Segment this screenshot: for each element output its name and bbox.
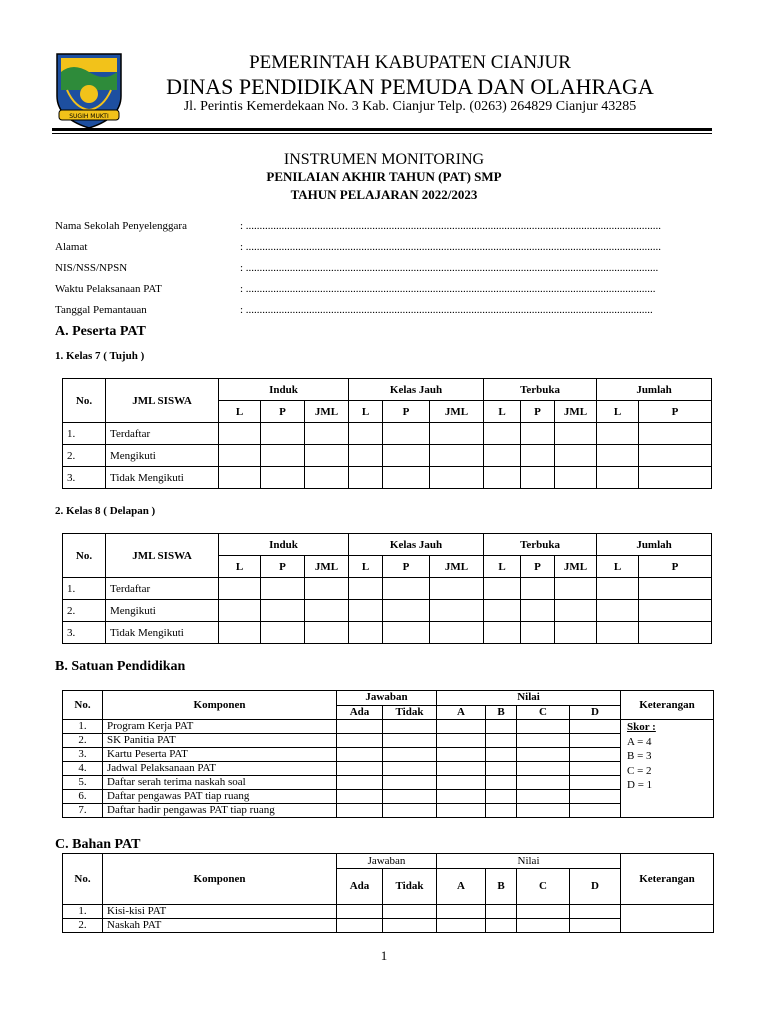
- table-row: [63, 445, 712, 467]
- input-cell[interactable]: [639, 445, 712, 467]
- row-no: 1.: [63, 578, 106, 600]
- row-no: 4.: [63, 762, 103, 776]
- col-p: P: [521, 556, 555, 578]
- input-cell[interactable]: [383, 790, 437, 804]
- input-cell[interactable]: [437, 905, 486, 919]
- input-cell[interactable]: [261, 445, 305, 467]
- input-cell[interactable]: [383, 776, 437, 790]
- input-cell[interactable]: [383, 423, 430, 445]
- input-cell[interactable]: [430, 578, 484, 600]
- skor-item: C = 2: [627, 764, 652, 777]
- col-p: P: [639, 401, 712, 423]
- col-l: L: [597, 401, 639, 423]
- input-cell[interactable]: [570, 919, 621, 933]
- col-jumlah: Jumlah: [597, 534, 712, 556]
- input-cell[interactable]: [639, 578, 712, 600]
- input-cell[interactable]: [486, 776, 517, 790]
- input-cell[interactable]: [437, 748, 486, 762]
- input-cell[interactable]: [219, 600, 261, 622]
- table-row: [63, 804, 714, 818]
- row-no: 3.: [63, 467, 106, 489]
- row-label: Mengikuti: [106, 445, 219, 467]
- col-induk: Induk: [219, 379, 349, 401]
- row-label: Tidak Mengikuti: [106, 467, 219, 489]
- row-label: SK Panitia PAT: [103, 734, 337, 748]
- input-cell[interactable]: [437, 919, 486, 933]
- row-no: 6.: [63, 790, 103, 804]
- input-cell[interactable]: [219, 622, 261, 644]
- col-l: L: [484, 401, 521, 423]
- input-cell[interactable]: [597, 423, 639, 445]
- skor-item: B = 3: [627, 750, 652, 762]
- input-cell[interactable]: [337, 748, 383, 762]
- row-label: Tidak Mengikuti: [106, 622, 219, 644]
- input-cell[interactable]: [484, 578, 521, 600]
- input-cell[interactable]: [484, 423, 521, 445]
- cianjur-logo: [53, 50, 125, 130]
- col-kelas-jauh: Kelas Jauh: [349, 534, 484, 556]
- col-induk: Induk: [219, 534, 349, 556]
- input-cell[interactable]: [349, 578, 383, 600]
- table-row: [63, 905, 714, 919]
- input-cell[interactable]: [486, 762, 517, 776]
- table-a1-label: 1. Kelas 7 ( Tujuh ): [55, 350, 145, 362]
- section-a-title: A. Peserta PAT: [55, 324, 146, 339]
- col-nilai: Nilai: [437, 854, 621, 869]
- col-tidak: Tidak: [383, 869, 437, 905]
- input-cell[interactable]: [383, 578, 430, 600]
- table-row: [63, 467, 712, 489]
- input-cell[interactable]: [486, 734, 517, 748]
- table-row: [63, 720, 714, 734]
- field-label: NIS/NSS/NPSN: [55, 262, 128, 274]
- input-cell[interactable]: [337, 734, 383, 748]
- field-value[interactable]: : .......................................................................................................................................................: [240, 241, 662, 253]
- input-cell[interactable]: [597, 622, 639, 644]
- section-c-title: C. Bahan PAT: [55, 837, 141, 852]
- row-no: 3.: [63, 748, 103, 762]
- input-cell[interactable]: [437, 776, 486, 790]
- col-p: P: [521, 401, 555, 423]
- input-cell[interactable]: [570, 790, 621, 804]
- col-tidak: Tidak: [383, 705, 437, 720]
- input-cell[interactable]: [570, 762, 621, 776]
- row-label: Terdaftar: [106, 578, 219, 600]
- input-cell[interactable]: [383, 919, 437, 933]
- page-number: 1: [380, 948, 388, 963]
- table-bahan-pat: [62, 853, 714, 933]
- col-jumlah: Jumlah: [597, 379, 712, 401]
- input-cell[interactable]: [219, 467, 261, 489]
- col-p: P: [639, 556, 712, 578]
- input-cell[interactable]: [517, 804, 570, 818]
- input-cell[interactable]: [486, 919, 517, 933]
- table-row: [63, 423, 712, 445]
- input-cell[interactable]: [337, 919, 383, 933]
- input-cell[interactable]: [521, 445, 555, 467]
- row-no: 2.: [63, 919, 103, 933]
- col-no: No.: [63, 854, 103, 905]
- input-cell[interactable]: [570, 748, 621, 762]
- keterangan-cell[interactable]: [621, 905, 714, 933]
- col-p: P: [383, 556, 430, 578]
- input-cell[interactable]: [555, 467, 597, 489]
- input-cell[interactable]: [305, 600, 349, 622]
- input-cell[interactable]: [349, 600, 383, 622]
- col-l: L: [219, 401, 261, 423]
- input-cell[interactable]: [555, 423, 597, 445]
- input-cell[interactable]: [639, 622, 712, 644]
- input-cell[interactable]: [219, 578, 261, 600]
- row-label: Mengikuti: [106, 600, 219, 622]
- input-cell[interactable]: [383, 762, 437, 776]
- input-cell[interactable]: [437, 762, 486, 776]
- svg-text:SUGIH MUKTI: SUGIH MUKTI: [69, 113, 109, 120]
- input-cell[interactable]: [597, 600, 639, 622]
- field-label: Tanggal Pemantauan: [55, 304, 147, 316]
- input-cell[interactable]: [383, 445, 430, 467]
- col-terbuka: Terbuka: [484, 534, 597, 556]
- input-cell[interactable]: [383, 720, 437, 734]
- row-label: Terdaftar: [106, 423, 219, 445]
- row-no: 3.: [63, 622, 106, 644]
- row-label: Daftar hadir pengawas PAT tiap ruang: [103, 804, 337, 818]
- input-cell[interactable]: [437, 790, 486, 804]
- col-keterangan: Keterangan: [621, 691, 714, 720]
- input-cell[interactable]: [219, 423, 261, 445]
- input-cell[interactable]: [383, 804, 437, 818]
- col-kelas-jauh: Kelas Jauh: [349, 379, 484, 401]
- row-no: 1.: [63, 423, 106, 445]
- input-cell[interactable]: [521, 578, 555, 600]
- input-cell[interactable]: [517, 776, 570, 790]
- row-no: 2.: [63, 734, 103, 748]
- field-label: Alamat: [55, 241, 88, 253]
- input-cell[interactable]: [337, 720, 383, 734]
- input-cell[interactable]: [430, 467, 484, 489]
- input-cell[interactable]: [383, 600, 430, 622]
- row-label: Jadwal Pelaksanaan PAT: [103, 762, 337, 776]
- field-value[interactable]: : ......................................................................................................................................................: [240, 262, 659, 274]
- col-no: No.: [63, 379, 106, 423]
- col-komponen: Komponen: [103, 691, 337, 720]
- input-cell[interactable]: [570, 905, 621, 919]
- table-row: [63, 762, 714, 776]
- input-cell[interactable]: [639, 600, 712, 622]
- col-l: L: [349, 556, 383, 578]
- input-cell[interactable]: [337, 776, 383, 790]
- input-cell[interactable]: [570, 804, 621, 818]
- input-cell[interactable]: [305, 467, 349, 489]
- input-cell[interactable]: [484, 622, 521, 644]
- input-cell[interactable]: [521, 423, 555, 445]
- col-jml: JML: [305, 556, 349, 578]
- col-p: P: [383, 401, 430, 423]
- input-cell[interactable]: [597, 467, 639, 489]
- input-cell[interactable]: [517, 905, 570, 919]
- col-p: P: [261, 556, 305, 578]
- col-komponen: Komponen: [103, 854, 337, 905]
- row-no: 1.: [63, 905, 103, 919]
- row-label: Program Kerja PAT: [103, 720, 337, 734]
- keterangan-cell: [621, 720, 714, 818]
- input-cell[interactable]: [517, 919, 570, 933]
- table-row: [63, 600, 712, 622]
- input-cell[interactable]: [639, 467, 712, 489]
- col-ada: Ada: [337, 705, 383, 720]
- skor-item: A = 4: [627, 735, 652, 748]
- input-cell[interactable]: [305, 423, 349, 445]
- doc-title: INSTRUMEN MONITORING: [283, 151, 485, 168]
- input-cell[interactable]: [484, 445, 521, 467]
- input-cell[interactable]: [349, 467, 383, 489]
- input-cell[interactable]: [597, 445, 639, 467]
- col-p: P: [261, 401, 305, 423]
- col-l: L: [219, 556, 261, 578]
- row-no: 5.: [63, 776, 103, 790]
- input-cell[interactable]: [337, 804, 383, 818]
- col-jawaban: Jawaban: [337, 691, 437, 706]
- input-cell[interactable]: [486, 720, 517, 734]
- table-row: [63, 734, 714, 748]
- input-cell[interactable]: [555, 578, 597, 600]
- col-d: D: [570, 705, 621, 720]
- col-jml: JML: [430, 401, 484, 423]
- row-no: 2.: [63, 445, 106, 467]
- col-l: L: [349, 401, 383, 423]
- input-cell[interactable]: [639, 423, 712, 445]
- field-value[interactable]: : .......................................................................................................................................................: [240, 220, 662, 232]
- row-no: 7.: [63, 804, 103, 818]
- col-b: B: [486, 869, 517, 905]
- input-cell[interactable]: [305, 578, 349, 600]
- table-row: [63, 776, 714, 790]
- input-cell[interactable]: [261, 578, 305, 600]
- header-department: DINAS PENDIDIKAN PEMUDA DAN OLAHRAGA: [166, 74, 654, 99]
- header-address: Jl. Perintis Kemerdekaan No. 3 Kab. Cianjur Telp. (0263) 264829 Cianjur 43285: [183, 99, 637, 114]
- skor-item: D = 1: [627, 779, 653, 791]
- input-cell[interactable]: [521, 600, 555, 622]
- field-label: Nama Sekolah Penyelenggara: [55, 220, 187, 232]
- skor-label: Skor :: [627, 721, 656, 733]
- field-value[interactable]: : .....................................................................................................................................................: [240, 283, 656, 295]
- input-cell[interactable]: [517, 748, 570, 762]
- input-cell[interactable]: [555, 600, 597, 622]
- header-rule-thick: [52, 128, 712, 131]
- input-cell[interactable]: [349, 445, 383, 467]
- field-label: Waktu Pelaksanaan PAT: [55, 283, 162, 295]
- input-cell[interactable]: [383, 622, 430, 644]
- input-cell[interactable]: [337, 905, 383, 919]
- input-cell[interactable]: [337, 762, 383, 776]
- input-cell[interactable]: [437, 804, 486, 818]
- col-a: A: [437, 869, 486, 905]
- col-no: No.: [63, 534, 106, 578]
- input-cell[interactable]: [261, 600, 305, 622]
- col-ada: Ada: [337, 869, 383, 905]
- input-cell[interactable]: [305, 445, 349, 467]
- doc-subtitle: PENILAIAN AKHIR TAHUN (PAT) SMP: [266, 169, 502, 184]
- input-cell[interactable]: [517, 734, 570, 748]
- input-cell[interactable]: [430, 423, 484, 445]
- row-label: Kartu Peserta PAT: [103, 748, 337, 762]
- input-cell[interactable]: [555, 622, 597, 644]
- col-jml: JML: [555, 556, 597, 578]
- table-row: [63, 919, 714, 933]
- field-value[interactable]: : ....................................................................................................................................................: [240, 304, 653, 316]
- col-c: C: [517, 705, 570, 720]
- input-cell[interactable]: [486, 790, 517, 804]
- input-cell[interactable]: [383, 748, 437, 762]
- input-cell[interactable]: [437, 720, 486, 734]
- table-row: [63, 790, 714, 804]
- col-jml-siswa: JML SISWA: [106, 379, 219, 423]
- col-d: D: [570, 869, 621, 905]
- input-cell[interactable]: [517, 762, 570, 776]
- row-label: Daftar pengawas PAT tiap ruang: [103, 790, 337, 804]
- col-jml-siswa: JML SISWA: [106, 534, 219, 578]
- col-jawaban: Jawaban: [337, 854, 437, 869]
- col-b: B: [486, 705, 517, 720]
- input-cell[interactable]: [570, 734, 621, 748]
- input-cell[interactable]: [486, 905, 517, 919]
- input-cell[interactable]: [517, 790, 570, 804]
- input-cell[interactable]: [383, 467, 430, 489]
- input-cell[interactable]: [484, 467, 521, 489]
- col-a: A: [437, 705, 486, 720]
- input-cell[interactable]: [337, 790, 383, 804]
- row-no: 1.: [63, 720, 103, 734]
- col-jml: JML: [555, 401, 597, 423]
- col-nilai: Nilai: [437, 691, 621, 706]
- input-cell[interactable]: [305, 622, 349, 644]
- input-cell[interactable]: [383, 734, 437, 748]
- table-row: [63, 578, 712, 600]
- input-cell[interactable]: [521, 622, 555, 644]
- table-row: [63, 748, 714, 762]
- row-no: 2.: [63, 600, 106, 622]
- header-rule-thin: [52, 133, 712, 134]
- col-terbuka: Terbuka: [484, 379, 597, 401]
- input-cell[interactable]: [261, 423, 305, 445]
- input-cell[interactable]: [597, 578, 639, 600]
- row-label: Daftar serah terima naskah soal: [103, 776, 337, 790]
- input-cell[interactable]: [430, 622, 484, 644]
- col-jml: JML: [430, 556, 484, 578]
- col-c: C: [517, 869, 570, 905]
- table-satuan-pendidikan: [62, 690, 714, 818]
- col-jml: JML: [305, 401, 349, 423]
- input-cell[interactable]: [383, 905, 437, 919]
- input-cell[interactable]: [486, 748, 517, 762]
- input-cell[interactable]: [261, 467, 305, 489]
- input-cell[interactable]: [570, 720, 621, 734]
- col-l: L: [597, 556, 639, 578]
- input-cell[interactable]: [437, 734, 486, 748]
- row-label: Naskah PAT: [103, 919, 337, 933]
- input-cell[interactable]: [349, 423, 383, 445]
- input-cell[interactable]: [484, 600, 521, 622]
- table-a2-label: 2. Kelas 8 ( Delapan ): [55, 505, 156, 517]
- input-cell[interactable]: [261, 622, 305, 644]
- col-no: No.: [63, 691, 103, 720]
- header-government: PEMERINTAH KABUPATEN CIANJUR: [249, 52, 571, 73]
- section-b-title: B. Satuan Pendidikan: [55, 659, 186, 674]
- doc-year: TAHUN PELAJARAN 2022/2023: [290, 187, 478, 202]
- col-l: L: [484, 556, 521, 578]
- input-cell[interactable]: [219, 445, 261, 467]
- input-cell[interactable]: [430, 600, 484, 622]
- input-cell[interactable]: [430, 445, 484, 467]
- col-keterangan: Keterangan: [621, 854, 714, 905]
- input-cell[interactable]: [570, 776, 621, 790]
- input-cell[interactable]: [517, 720, 570, 734]
- input-cell[interactable]: [521, 467, 555, 489]
- table-kelas-7: [62, 378, 712, 489]
- input-cell[interactable]: [555, 445, 597, 467]
- row-label: Kisi-kisi PAT: [103, 905, 337, 919]
- input-cell[interactable]: [486, 804, 517, 818]
- table-kelas-8: [62, 533, 712, 644]
- input-cell[interactable]: [349, 622, 383, 644]
- table-row: [63, 622, 712, 644]
